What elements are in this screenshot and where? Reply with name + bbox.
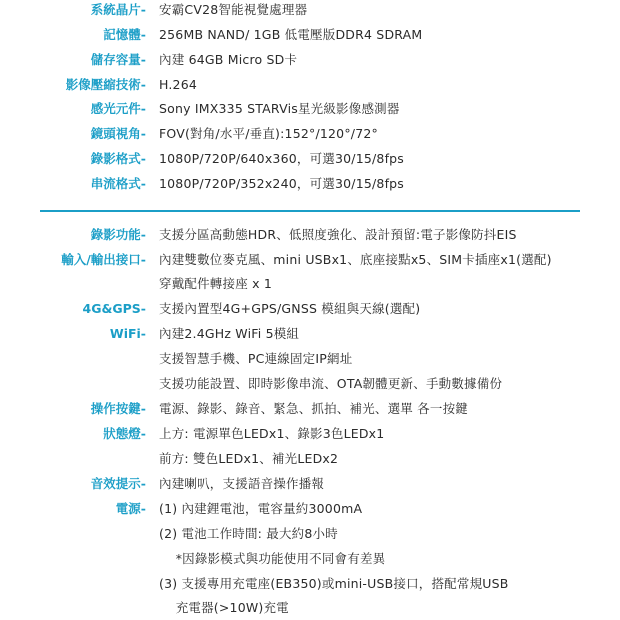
spec-value: 穿戴配件轉接座 x 1 [159,276,272,291]
spec-row-audio [0,474,620,494]
spec-value: 內建雙數位麥克風、mini USBx1、底座接點x5、SIM卡插座x1(選配) [159,252,552,267]
spec-row-status-led-cont [0,449,620,469]
spec-value: FOV(對角/水平/垂直):152°/120°/72° [159,126,378,141]
spec-label: 音效提示- [90,476,146,491]
spec-value: 256MB NAND/ 1GB 低電壓版DDR4 SDRAM [159,27,423,42]
spec-row-compression [0,75,620,95]
spec-value: 支援內置型4G+GPS/GNSS 模組與天線(選配) [159,301,421,316]
spec-row-power-cont-1 [0,524,620,544]
spec-row-io-cont [0,274,620,294]
spec-value: 充電器(>10W)充電 [159,600,289,615]
spec-value: 1080P/720P/352x240，可選30/15/8fps [159,176,405,191]
spec-row-4g-gps [0,299,620,319]
spec-value: Sony IMX335 STARVis星光級影像感測器 [159,101,400,116]
spec-value: 電源、錄影、錄音、緊急、抓拍、補光、選單 各一按鍵 [159,401,468,416]
spec-label: WiFi- [109,326,146,341]
spec-value: 前方: 雙色LEDx1、補光LEDx2 [159,451,339,466]
spec-label: 錄影功能- [90,227,146,242]
spec-row-sensor [0,99,620,119]
spec-row-power-cont-2 [0,574,620,594]
spec-row-status-led [0,424,620,444]
spec-row-wifi [0,324,620,344]
spec-label: 輸入/輸出接口- [61,252,146,267]
spec-label: 4G&GPS- [82,301,146,316]
spec-label: 鏡頭視角- [90,126,146,141]
spec-row-storage [0,50,620,70]
spec-row-record-function [0,225,620,245]
spec-row-buttons [0,399,620,419]
spec-row-fov [0,124,620,144]
spec-value: 內建喇叭，支援語音操作播報 [159,476,325,491]
spec-value: (1) 內建鋰電池，電容量約3000mA [159,501,363,516]
spec-value: (2) 電池工作時間: 最大約8小時 [159,526,338,541]
spec-label: 操作按鍵- [90,401,146,416]
section-divider [40,210,580,212]
spec-value: 安霸CV28智能視覺處理器 [159,2,308,17]
spec-value: 內建2.4GHz WiFi 5模組 [159,326,300,341]
spec-value: 內建 64GB Micro SD卡 [159,52,298,67]
spec-label: 系統晶片- [90,2,146,17]
spec-label: 錄影格式- [90,151,146,166]
spec-value: 支援智慧手機、PC連線固定IP網址 [159,351,353,366]
spec-row-wifi-cont-1 [0,349,620,369]
spec-label: 狀態燈- [103,426,146,441]
spec-row-record-format [0,149,620,169]
spec-row-stream-format [0,174,620,194]
spec-value: H.264 [159,77,198,92]
spec-row-power-note [0,549,620,569]
spec-label: 影像壓縮技術- [65,77,146,92]
spec-row-power-cont-3 [0,598,620,618]
spec-value: 支援功能設置、即時影像串流、OTA韌體更新、手動數據備份 [159,376,503,391]
spec-row-memory [0,25,620,45]
spec-value: (3) 支援專用充電座(EB350)或mini-USB接口，搭配常規USB [159,576,509,591]
spec-value: 上方: 電源單色LEDx1、錄影3色LEDx1 [159,426,385,441]
spec-row-io [0,250,620,270]
spec-row-soc [0,0,620,20]
spec-value: 支援分區高動態HDR、低照度強化、設計預留:電子影像防抖EIS [159,227,517,242]
spec-label: 記憶體- [103,27,146,42]
spec-row-power [0,499,620,519]
spec-label: 電源- [115,501,146,516]
spec-value: *因錄影模式與功能使用不同會有差異 [159,551,386,566]
spec-row-wifi-cont-2 [0,374,620,394]
spec-label: 感光元件- [90,101,146,116]
spec-label: 串流格式- [90,176,146,191]
spec-label: 儲存容量- [90,52,146,67]
spec-value: 1080P/720P/640x360，可選30/15/8fps [159,151,405,166]
